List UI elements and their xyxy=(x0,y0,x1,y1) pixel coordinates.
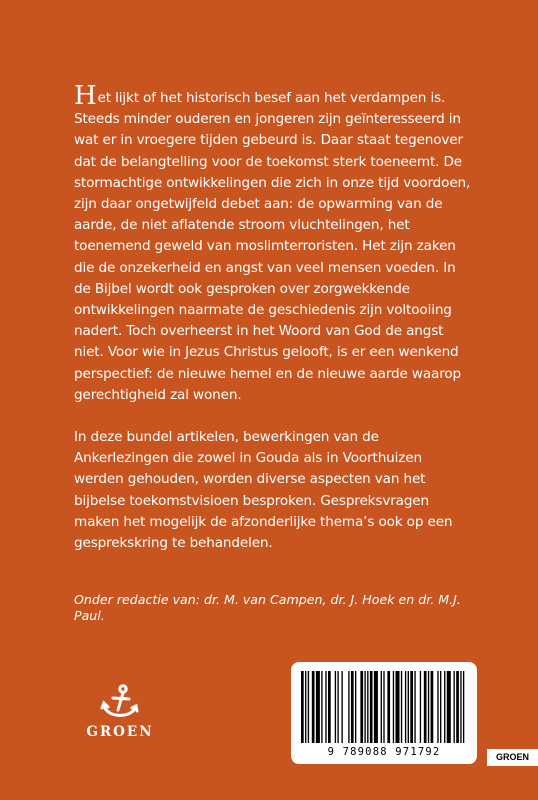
barcode-bar xyxy=(370,671,373,743)
barcode-bar xyxy=(367,671,368,743)
barcode-bar xyxy=(383,671,384,743)
back-cover-blurb xyxy=(74,81,474,554)
barcode-bar xyxy=(351,671,354,743)
barcode-bar xyxy=(460,671,461,743)
blurb-paragraph-1-text: et lijkt of het historisch besef aan het verdampen is. Steeds minder ouderen en jongeren zijn geïnteresseerd in wat er in vroegere tijden gebeurd is. Daar staat tegenover dat de belangtelling voor de toekomst sterk toeneemt. De stormachtige ontwikkelingen die zich in onze tijd voordoen, zijn daar ongetwijfeld debet aan: de opwarming van de aarde, de niet aflatende stroom vluchtelingen, het toenemend geweld van moslimterroristen. Het zijn zaken die de onzekerheid en angst van veel mensen voeden. In de Bijbel wordt ook gesproken over zorgwekkende ontwikkelingen naarmate de geschiedenis zijn voltooiing nadert. Toch overheerst in het Woord van God de angst niet. Voor wie in Jezus Christus gelooft, is er een wenkend perspectief: de nieuwe hemel en de nieuwe aarde waarop gerechtigheid zal wonen. xyxy=(74,90,471,403)
barcode-bar xyxy=(381,671,382,743)
barcode-bar xyxy=(420,671,421,743)
barcode-bar xyxy=(410,671,413,743)
barcode-bar xyxy=(401,671,402,743)
barcode-bar xyxy=(360,671,363,743)
anchor-icon xyxy=(96,684,144,722)
drop-cap: H xyxy=(74,81,97,111)
publisher-logo xyxy=(82,684,158,744)
barcode-bar xyxy=(301,671,304,743)
barcode-bar xyxy=(454,671,455,743)
barcode-bar xyxy=(408,671,409,743)
barcode-bar xyxy=(424,671,427,743)
barcode-bar xyxy=(463,671,464,743)
editors-credit: Onder redactie van: dr. M. van Campen, dr. J. Hoek en dr. M.J. Paul. xyxy=(74,592,461,623)
barcode-bar xyxy=(431,671,434,743)
isbn-barcode xyxy=(291,662,477,764)
barcode-bar xyxy=(447,671,451,743)
barcode-bar xyxy=(328,671,331,743)
barcode-bar xyxy=(428,671,429,743)
barcode-bar xyxy=(437,671,438,743)
publisher-name: GROEN xyxy=(86,724,154,740)
barcode-bar xyxy=(440,671,441,743)
barcode-bar xyxy=(355,671,356,743)
barcode-bar xyxy=(325,671,326,743)
isbn-number: 9 789088 971792 xyxy=(327,746,441,758)
barcode-bar xyxy=(456,671,459,743)
barcode-bar xyxy=(312,671,315,743)
barcode-bar xyxy=(337,671,338,743)
barcode-bars xyxy=(301,671,467,743)
barcode-bar xyxy=(316,671,320,743)
barcode-bar xyxy=(364,671,365,743)
barcode-bar xyxy=(387,671,390,743)
barcode-bar xyxy=(321,671,322,743)
barcode-bar xyxy=(414,671,415,743)
barcode-bar xyxy=(335,671,336,743)
barcode-bar xyxy=(341,671,342,743)
publisher-spine-label: GROEN xyxy=(487,749,538,766)
barcode-bar xyxy=(305,671,306,743)
barcode-bar xyxy=(308,671,309,743)
barcode-bar xyxy=(374,671,378,743)
barcode-bar xyxy=(348,671,349,743)
barcode-bar xyxy=(395,671,399,743)
barcode-bar xyxy=(393,671,394,743)
blurb-paragraph-2: In deze bundel artikelen, bewerkingen van de Ankerlezingen die zowel in Gouda als in Voorthuizen werden gehouden, worden diverse aspecten van het bijbelse toekomstvisioen besproken. Gespreksvragen maken het mogelijk de afzonderlijke thema’s ook op een gesprekskring te behandelen. xyxy=(74,429,453,552)
barcode-bar xyxy=(405,671,406,743)
barcode-bar xyxy=(444,671,445,743)
blurb-paragraph-1 xyxy=(74,81,474,406)
